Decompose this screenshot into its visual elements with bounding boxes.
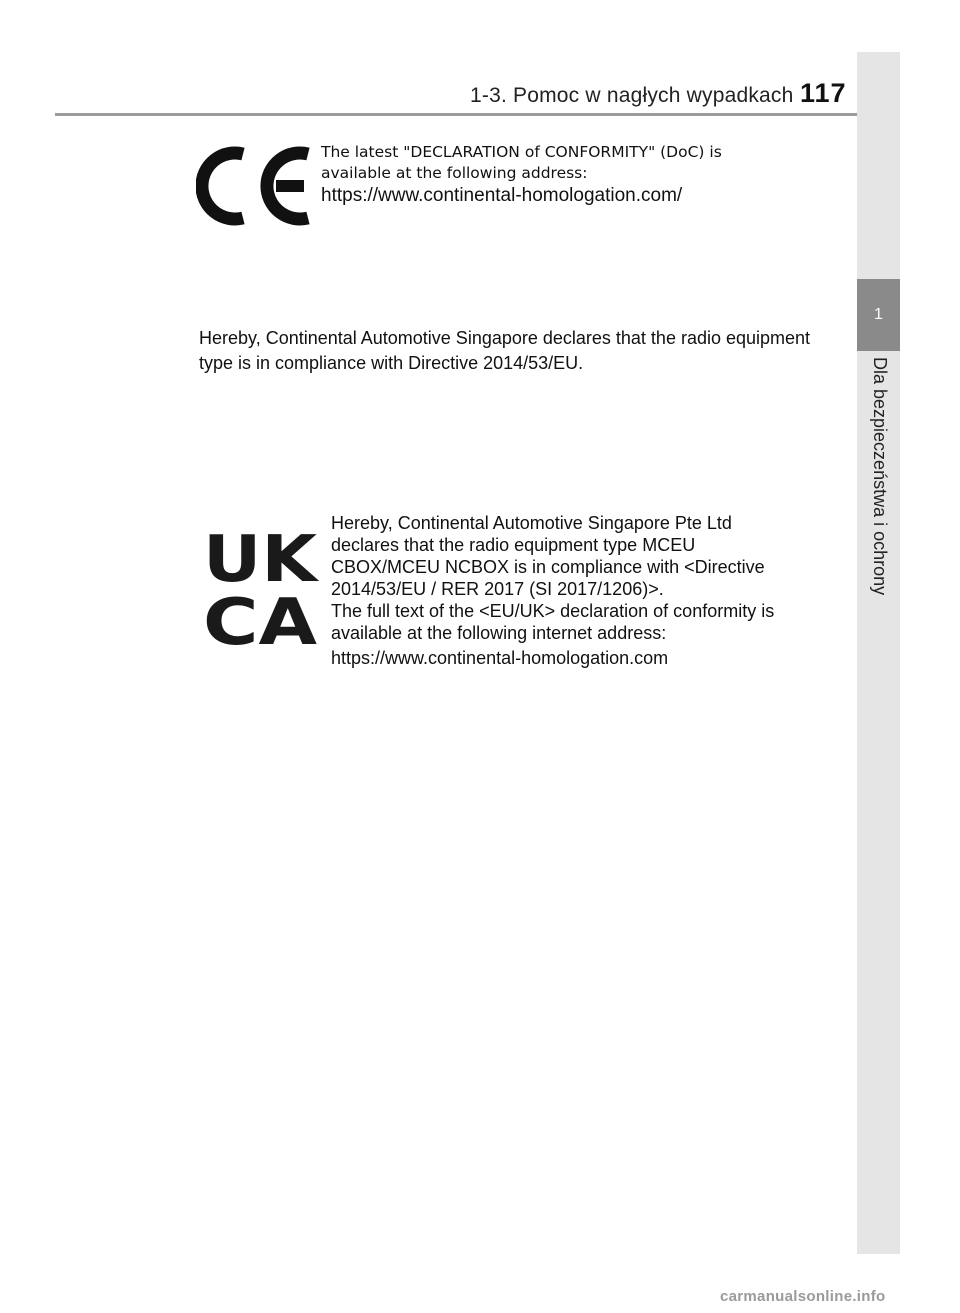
header-divider — [55, 113, 857, 116]
ce-mark-icon — [196, 136, 314, 236]
section-title: 1-3. Pomoc w nagłych wypadkach — [470, 84, 794, 107]
svg-text:CA: CA — [203, 586, 318, 647]
svg-text:UK: UK — [203, 527, 320, 597]
ukca-mark-icon — [203, 527, 320, 647]
ukca-line-1: Hereby, Continental Automotive Singapore Pte Ltd — [331, 513, 732, 533]
side-strip — [857, 52, 900, 1254]
ukca-line-5: The full text of the <EU/UK> declaration of conformity is — [331, 601, 775, 621]
ukca-declaration-block — [331, 512, 831, 669]
chapter-number: 1 — [874, 306, 883, 323]
ce-line-1: The latest "DECLARATION of CONFORMITY" (DoC) is — [321, 143, 722, 161]
ukca-line-6: available at the following internet address: — [331, 623, 667, 643]
ukca-line-4: 2014/53/EU / RER 2017 (SI 2017/1206)>. — [331, 579, 664, 599]
ce-line-2: available at the following address: — [321, 164, 588, 182]
ce-declaration-block — [321, 142, 821, 207]
site-watermark: carmanualsonline.info — [720, 1288, 886, 1305]
radio-equipment-declaration — [199, 326, 839, 376]
chapter-label: Dla bezpieczeństwa i ochrony — [870, 357, 890, 596]
ce-doc-url[interactable]: https://www.continental-homologation.com/ — [321, 185, 683, 206]
declaration-line-2: type is in compliance with Directive 2014/53/EU. — [199, 353, 584, 373]
ukca-line-2: declares that the radio equipment type MCEU — [331, 535, 696, 555]
chapter-tab[interactable] — [857, 279, 900, 351]
ukca-doc-url[interactable]: https://www.continental-homologation.com — [331, 648, 669, 668]
page-number: 117 — [800, 78, 847, 108]
ukca-line-3: CBOX/MCEU NCBOX is in compliance with <Directive — [331, 557, 765, 577]
declaration-line-1: Hereby, Continental Automotive Singapore declares that the radio equipment — [199, 328, 811, 348]
